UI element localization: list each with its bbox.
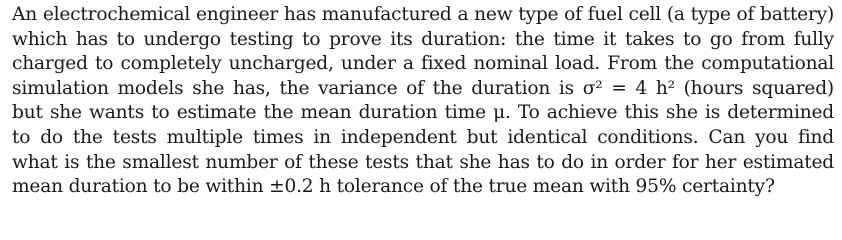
problem-line: to do the tests multiple times in independent but identical conditions. Can you find — [12, 126, 834, 148]
problem-line: An electrochemical engineer has manufactured a new type of fuel cell (a type of battery) — [12, 4, 834, 25]
problem-line: which has to undergo testing to prove its duration: the time it takes to go from fully — [12, 28, 834, 50]
problem-line: charged to completely uncharged, under a fixed nominal load. From the computational — [12, 53, 834, 75]
problem-line: what is the smallest number of these tests that she has to do in order for her estimated — [12, 151, 834, 173]
problem-line: mean duration to be within ±0.2 h tolerance of the true mean with 95% certainty? — [12, 176, 775, 198]
problem-line: simulation models she has, the variance of the duration is σ² = 4 h² (hours squared) — [12, 77, 834, 99]
problem-line: but she wants to estimate the mean duration time μ. To achieve this she is determined — [12, 102, 834, 124]
problem-statement — [12, 3, 834, 200]
